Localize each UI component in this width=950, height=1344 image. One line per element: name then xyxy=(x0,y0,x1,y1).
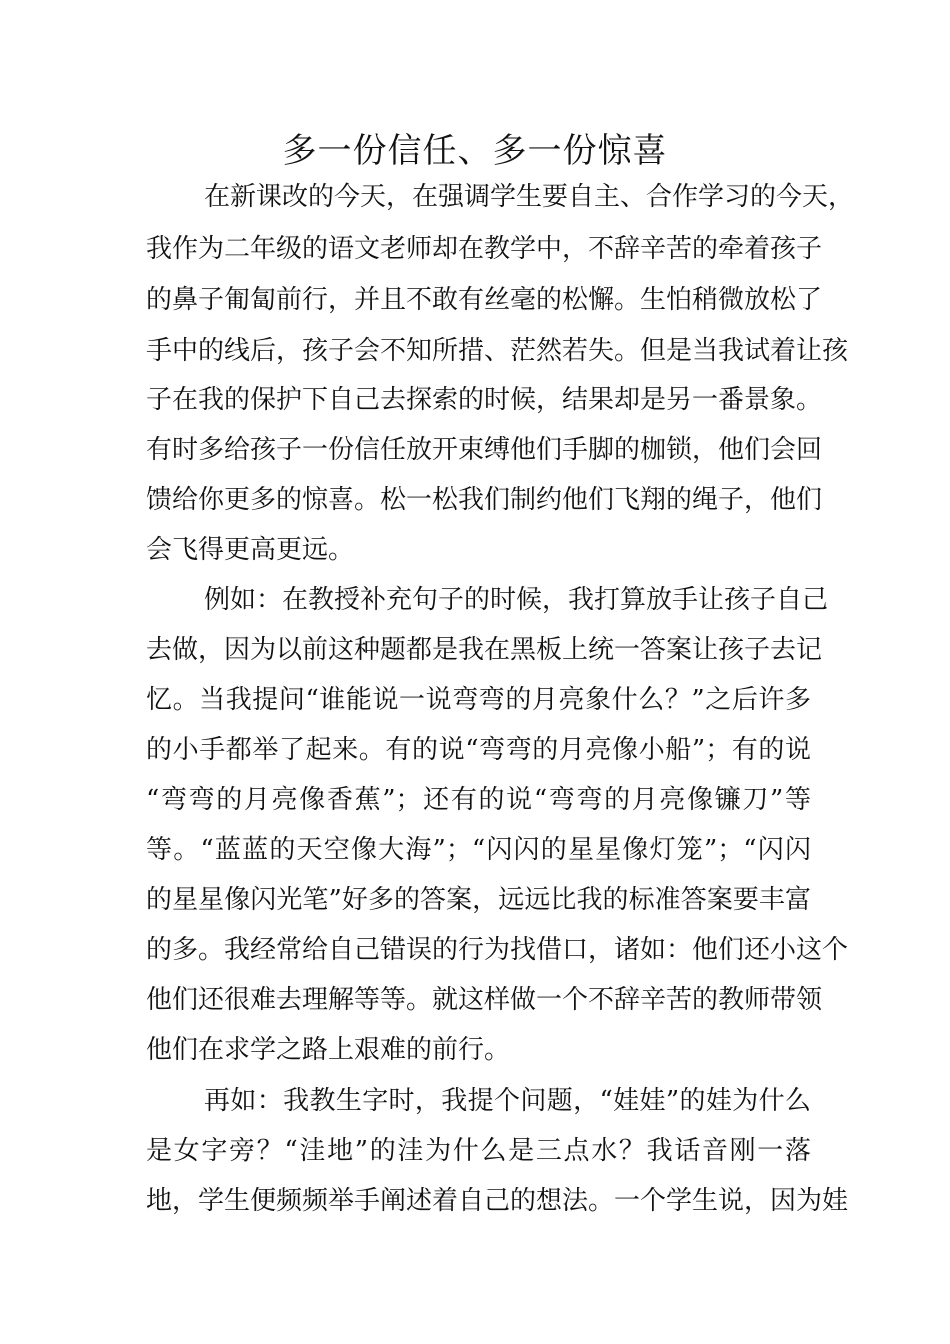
text-line: 地，学生便频频举手阐述着自己的想法。一个学生说，因为娃 xyxy=(146,1186,849,1216)
text-line: 的多。我经常给自己错误的行为找借口，诸如：他们还小这个 xyxy=(146,935,849,965)
text-line: 有时多给孩子一份信任放开束缚他们手脚的枷锁，他们会回 xyxy=(146,435,823,465)
text-line: 的小手都举了起来。有的说“弯弯的月亮像小船”；有的说 xyxy=(146,735,811,765)
text-line: 忆。当我提问“谁能说一说弯弯的月亮象什么？”之后许多 xyxy=(146,685,811,715)
text-line: 馈给你更多的惊喜。松一松我们制约他们飞翔的绳子，他们 xyxy=(146,485,823,515)
text-line: 的鼻子匍匐前行，并且不敢有丝毫的松懈。生怕稍微放松了 xyxy=(146,285,823,315)
text-line: 子在我的保护下自己去探索的时候，结果却是另一番景象。 xyxy=(146,385,823,415)
text-line: 例如：在教授补充句子的时候，我打算放手让孩子自己 xyxy=(204,585,829,615)
text-line: 等。“蓝蓝的天空像大海”；“闪闪的星星像灯笼”；“闪闪 xyxy=(146,835,811,865)
page-title: 多一份信任、多一份惊喜 xyxy=(282,131,668,171)
text-line: 手中的线后，孩子会不知所措、茫然若失。但是当我试着让孩 xyxy=(146,336,849,366)
text-line: 我作为二年级的语文老师却在教学中，不辞辛苦的牵着孩子 xyxy=(146,234,823,264)
text-line: 去做，因为以前这种题都是我在黑板上统一答案让孩子去记 xyxy=(146,635,823,665)
text-line: 的星星像闪光笔”好多的答案，远远比我的标准答案要丰富 xyxy=(146,885,811,915)
text-line: 再如：我教生字时，我提个问题，“娃娃”的娃为什么 xyxy=(204,1086,811,1116)
text-line: 会飞得更高更远。 xyxy=(146,535,355,565)
text-line: 在新课改的今天，在强调学生要自主、合作学习的今天， xyxy=(204,182,855,212)
text-line: 他们在求学之路上艰难的前行。 xyxy=(146,1035,511,1065)
text-line: 是女字旁？“洼地”的洼为什么是三点水？我话音刚一落 xyxy=(146,1136,811,1166)
text-line: 他们还很难去理解等等。就这样做一个不辞辛苦的教师带领 xyxy=(146,985,823,1015)
text-line: “弯弯的月亮像香蕉”；还有的说“弯弯的月亮像镰刀”等 xyxy=(146,785,811,815)
